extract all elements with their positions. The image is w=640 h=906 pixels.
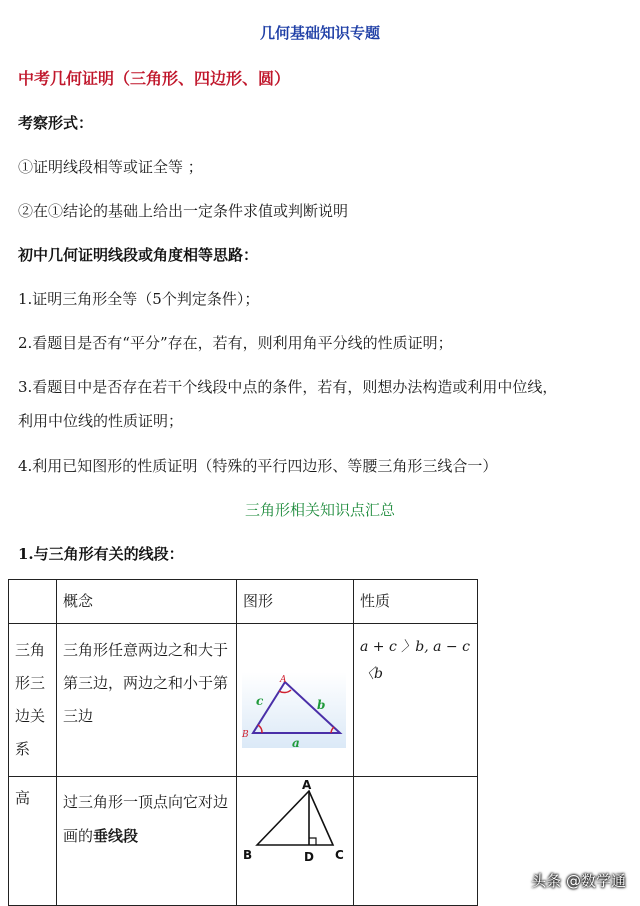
right-angle-mark <box>309 838 316 845</box>
row-figure-cell <box>237 777 354 906</box>
approach-heading: 初中几何证明线段或角度相等思路： <box>18 246 259 264</box>
approach-item-4: 4.利用已知图形的性质证明（特殊的平行四边形、等腰三角形三线合一） <box>18 457 498 475</box>
row-name-cell <box>9 777 57 906</box>
header-cell-name <box>9 580 57 624</box>
row-concept-cell <box>57 624 237 777</box>
row-name: 三角形三边关系 <box>15 641 46 758</box>
concept-text: 过三角形一顶点向它对边画的 <box>63 793 229 845</box>
approach-item-3: 3.看题目中是否存在若干个线段中点的条件，若有，则想办法构造或利用中位线， <box>18 378 558 396</box>
vertex-c-label: C <box>335 848 344 862</box>
side-c-label: c <box>256 694 264 708</box>
approach-item-1: 1.证明三角形全等（5个判定条件）； <box>18 290 260 308</box>
row-concept-cell <box>57 777 237 906</box>
row-property-cell <box>354 777 478 906</box>
vertex-a-label: A <box>302 778 312 792</box>
row-property <box>354 777 477 787</box>
document-subtitle: 中考几何证明（三角形、四边形、圆） <box>18 69 291 88</box>
side-a-label: a <box>292 736 300 750</box>
foot-d-label: D <box>304 850 314 864</box>
header-cell-property: 性质 <box>354 580 478 624</box>
section-title: 三角形相关知识点汇总 <box>244 501 395 519</box>
table-header-row <box>9 580 478 624</box>
table-row-altitude <box>9 777 478 906</box>
watermark: 头条 @数学通 <box>531 872 626 890</box>
row-name: 高 <box>15 789 31 807</box>
concept-bold-text: 垂线段 <box>93 827 139 845</box>
approach-item-2: 2.看题目是否有“平分”存在，若有，则利用角平分线的性质证明； <box>18 334 453 352</box>
triangle-segments-table <box>8 579 478 906</box>
altitude-figure <box>237 777 353 901</box>
table-row-side-relation <box>9 624 478 777</box>
document-title: 几何基础知识专题 <box>259 24 380 42</box>
row-name-cell <box>9 624 57 777</box>
vertex-a-label: A <box>280 675 287 685</box>
exam-heading: 考察形式： <box>18 114 94 132</box>
vertex-b-label: B <box>242 730 249 740</box>
approach-item-3-cont: 利用中位线的性质证明； <box>18 412 184 430</box>
header-cell-concept: 概念 <box>57 580 237 624</box>
row-concept <box>57 777 236 853</box>
exam-item-2: ②在①结论的基础上给出一定条件求值或判断说明 <box>18 202 349 220</box>
vertex-b-label: B <box>243 848 253 862</box>
section1-heading: 1.与三角形有关的线段： <box>18 545 184 563</box>
side-b-label: b <box>317 698 326 712</box>
row-concept: 三角形任意两边之和大于第三边，两边之和小于第三边 <box>63 641 229 725</box>
exam-item-1: ①证明线段相等或证全等 ； <box>18 158 203 176</box>
row-figure-cell <box>237 624 354 777</box>
altitude-triangle <box>257 791 333 845</box>
row-property: a + c 〉b, a − c 〈b <box>360 639 470 682</box>
header-cell-figure: 图形 <box>237 580 354 624</box>
triangle-side-figure <box>237 624 353 772</box>
row-property-cell <box>354 624 478 777</box>
